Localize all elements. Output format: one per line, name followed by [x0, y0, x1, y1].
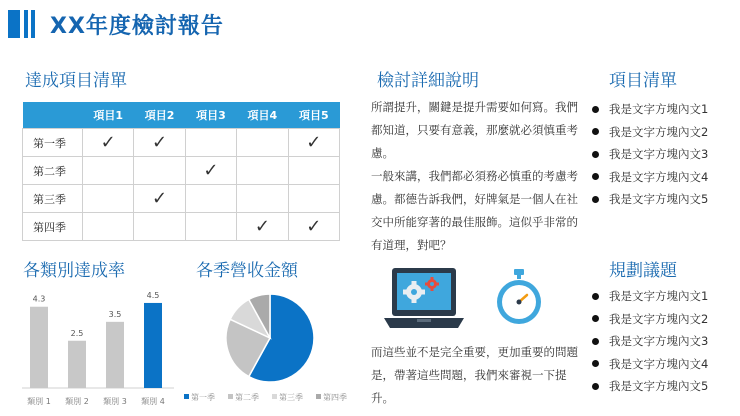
category-tick-label: 類別 3 [103, 397, 127, 406]
bar [68, 341, 86, 388]
goals-table [22, 102, 340, 241]
goals-section-title: 達成項目清單 [25, 71, 127, 91]
empty-cell [134, 157, 185, 185]
empty-cell [83, 213, 134, 241]
empty-cell [83, 157, 134, 185]
list-item [590, 308, 708, 331]
category-bar-chart [18, 280, 178, 410]
legend-swatch [228, 394, 233, 399]
list-item [590, 98, 708, 121]
page-title: XX年度檢討報告 [50, 14, 224, 39]
pie-chart-title: 各季營收金額 [196, 261, 298, 281]
check-mark-cell: ✓ [134, 185, 185, 213]
row-label: 第二季 [23, 157, 83, 185]
check-mark-cell: ✓ [288, 129, 339, 157]
bullet-icon [592, 106, 599, 113]
list-item [590, 121, 708, 144]
bullet-icon [592, 196, 599, 203]
list-item-label: 我是文字方塊內文1 [609, 102, 709, 117]
legend-label: 第四季 [323, 393, 347, 402]
bar-chart-title: 各類別達成率 [23, 261, 125, 281]
list-item [590, 353, 708, 376]
empty-cell [237, 129, 288, 157]
list-item-label: 我是文字方塊內文2 [609, 124, 709, 139]
column-header: 項目2 [134, 102, 185, 129]
review-paragraph-1: 所謂提升，關鍵是提升需要如何寫。我們都知道，只要有意義，那麼就必須慎重考慮。 [371, 100, 578, 160]
table-header-row [23, 102, 340, 129]
title-accent-bars [8, 10, 34, 38]
row-label: 第四季 [23, 213, 83, 241]
empty-cell [83, 185, 134, 213]
category-tick-label: 類別 2 [65, 397, 89, 406]
row-label: 第三季 [23, 185, 83, 213]
list-item [590, 375, 708, 398]
list-item [590, 285, 708, 308]
category-tick-label: 類別 4 [141, 397, 165, 406]
list-item [590, 330, 708, 353]
review-paragraph-3: 而這些並不是完全重要，更加重要的問題是，帶著這些問題，我們來審視一下提升。 [371, 345, 578, 405]
data-label: 3.5 [108, 309, 122, 319]
bullet-icon [592, 293, 599, 300]
list-item-label: 我是文字方塊內文4 [609, 356, 709, 371]
check-mark-cell: ✓ [134, 129, 185, 157]
legend-swatch [272, 394, 277, 399]
empty-cell [288, 157, 339, 185]
data-label: 2.5 [70, 328, 84, 338]
list-item-label: 我是文字方塊內文2 [609, 311, 709, 326]
list-item-label: 我是文字方塊內文5 [609, 379, 709, 394]
table-row [23, 185, 340, 213]
list-item-label: 我是文字方塊內文5 [609, 192, 709, 207]
project-list [590, 98, 708, 211]
table-row [23, 157, 340, 185]
check-mark-cell: ✓ [83, 129, 134, 157]
bullet-icon [592, 383, 599, 390]
row-label: 第一季 [23, 129, 83, 157]
empty-cell [237, 185, 288, 213]
bullet-icon [592, 315, 599, 322]
list-item-label: 我是文字方塊內文4 [609, 169, 709, 184]
empty-cell [185, 213, 236, 241]
review-section-title: 檢討詳細說明 [377, 71, 479, 91]
empty-cell [185, 185, 236, 213]
plan-list [590, 285, 708, 398]
review-paragraph-2: 一般來講，我們都必須務必慎重的考慮考慮。都德告訴我們，好牌氣是一個人在社交中所能穿著的最佳服飾。這似乎非常的有道理，對吧？ [371, 169, 578, 252]
list-item [590, 188, 708, 211]
bar [30, 307, 48, 388]
check-mark-cell: ✓ [237, 213, 288, 241]
column-header: 項目3 [185, 102, 236, 129]
data-label: 4.3 [32, 294, 46, 304]
bar [106, 322, 124, 388]
empty-cell [237, 157, 288, 185]
bullet-icon [592, 151, 599, 158]
stopwatch-icon [494, 268, 544, 328]
bullet-icon [592, 360, 599, 367]
table-row [23, 129, 340, 157]
list-item-label: 我是文字方塊內文3 [609, 334, 709, 349]
column-header: 項目5 [288, 102, 339, 129]
check-mark-cell: ✓ [185, 157, 236, 185]
empty-cell [134, 213, 185, 241]
bullet-icon [592, 173, 599, 180]
legend-label: 第二季 [235, 393, 259, 402]
legend-swatch [184, 394, 189, 399]
column-header: 項目1 [83, 102, 134, 129]
data-label: 4.5 [146, 290, 160, 300]
laptop-gears-icon [384, 266, 464, 332]
list-item [590, 143, 708, 166]
legend-label: 第一季 [191, 393, 215, 402]
legend-swatch [316, 394, 321, 399]
table-corner-cell [23, 102, 83, 129]
table-row [23, 213, 340, 241]
empty-cell [185, 129, 236, 157]
list-item-label: 我是文字方塊內文3 [609, 147, 709, 162]
column-header: 項目4 [237, 102, 288, 129]
check-mark-cell: ✓ [288, 213, 339, 241]
plan-list-title: 規劃議題 [609, 261, 677, 281]
category-tick-label: 類別 1 [27, 397, 51, 406]
empty-cell [288, 185, 339, 213]
list-item [590, 166, 708, 189]
project-list-title: 項目清單 [609, 71, 677, 91]
list-item-label: 我是文字方塊內文1 [609, 289, 709, 304]
bar [144, 303, 162, 388]
quarterly-revenue-pie-chart [180, 290, 358, 408]
legend-label: 第三季 [279, 393, 303, 402]
bullet-icon [592, 338, 599, 345]
bullet-icon [592, 128, 599, 135]
